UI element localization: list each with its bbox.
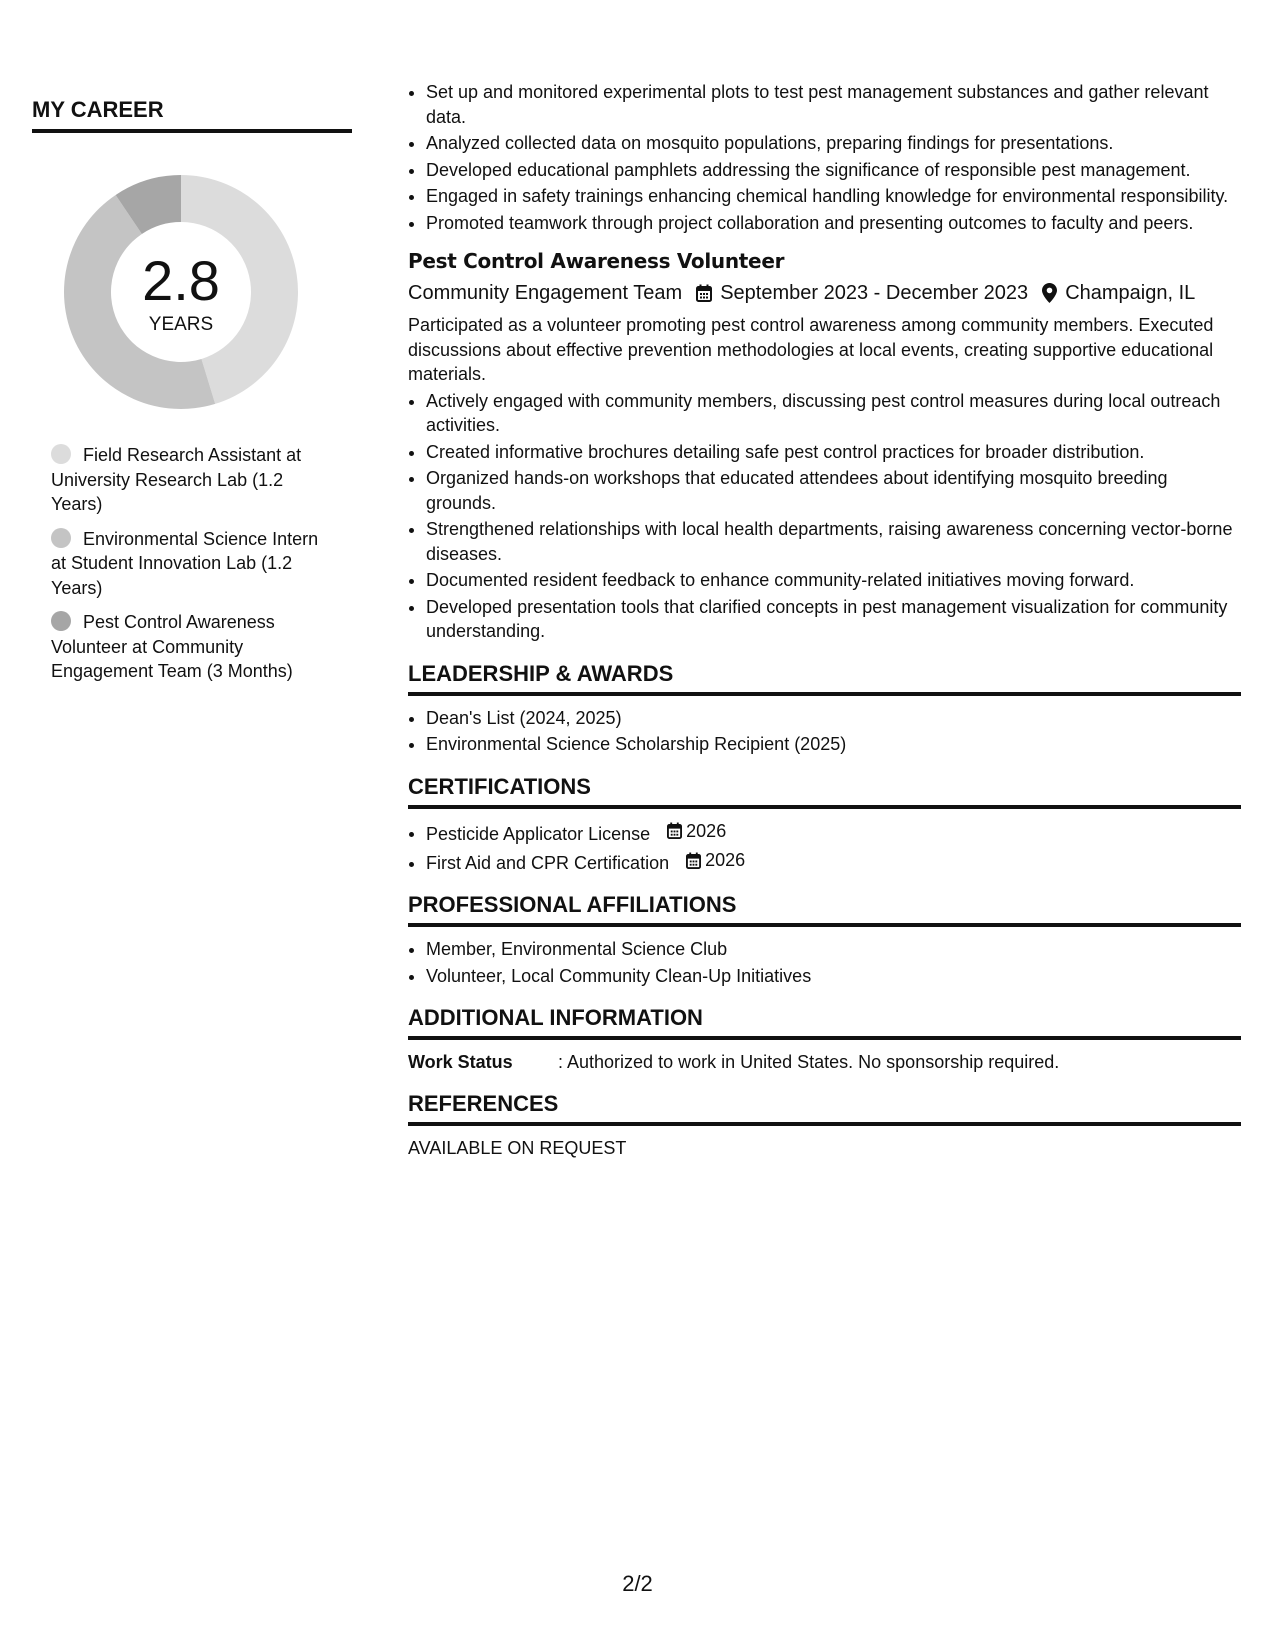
legend-label: Field Research Assistant at University Research Lab (1.2 Years) xyxy=(51,445,302,514)
legend-item xyxy=(51,443,321,517)
leadership-heading: LEADERSHIP & AWARDS xyxy=(408,660,1241,696)
list-item: • Developed presentation tools that clarified concepts in pest management visualization for community understanding. xyxy=(426,595,1241,644)
main-content xyxy=(408,80,1241,1160)
legend-label: Pest Control Awareness Volunteer at Community Engagement Team (3 Months) xyxy=(51,612,293,681)
calendar-icon xyxy=(667,822,682,839)
list-item: • Documented resident feedback to enhance community-related initiatives moving forward. xyxy=(426,568,1241,593)
list-item: • Organized hands-on workshops that educated attendees about identifying mosquito breeding grounds. xyxy=(426,466,1241,515)
list-item: • Analyzed collected data on mosquito populations, preparing findings for presentations. xyxy=(426,131,1241,156)
certification-year: 2026 xyxy=(686,820,727,841)
job-bullets xyxy=(408,389,1241,644)
job-company: Community Engagement Team xyxy=(408,282,683,304)
total-years-value: 2.8 xyxy=(142,249,220,312)
legend-item xyxy=(51,527,321,601)
list-item: • Created informative brochures detailing safe pest control practices for broader distribution. xyxy=(426,440,1241,465)
list-item: • Member, Environmental Science Club xyxy=(426,937,1241,962)
legend-label: Environmental Science Intern at Student Innovation Lab (1.2 Years) xyxy=(51,528,319,598)
certification-name: Pesticide Applicator License xyxy=(426,823,651,844)
affiliations-list xyxy=(408,937,1241,988)
previous-job-bullets xyxy=(408,80,1241,235)
references-heading: REFERENCES xyxy=(408,1090,1241,1126)
list-item xyxy=(426,848,1241,875)
leadership-list xyxy=(408,706,1241,757)
list-item xyxy=(426,819,1241,846)
donut-center xyxy=(56,167,306,417)
certifications-list xyxy=(408,819,1241,876)
work-status-label: Work Status xyxy=(408,1052,513,1072)
job-meta xyxy=(408,279,1241,307)
work-status-value: : Authorized to work in United States. No sponsorship required. xyxy=(558,1052,1060,1072)
list-item: • Engaged in safety trainings enhancing chemical handling knowledge for environmental responsibility. xyxy=(426,184,1241,209)
job-dates: September 2023 - December 2023 xyxy=(720,282,1029,304)
list-item: • Actively engaged with community members, discussing pest control measures during local outreach activities. xyxy=(426,389,1241,438)
work-status-row xyxy=(408,1050,1241,1074)
certifications-heading: CERTIFICATIONS xyxy=(408,773,1241,809)
references-text: AVAILABLE ON REQUEST xyxy=(408,1138,627,1158)
additional-info-heading: ADDITIONAL INFORMATION xyxy=(408,1004,1241,1040)
map-pin-icon xyxy=(1042,283,1057,303)
job-title: Pest Control Awareness Volunteer xyxy=(408,249,785,273)
calendar-icon xyxy=(696,284,712,302)
certification-name: First Aid and CPR Certification xyxy=(426,852,670,873)
legend-dot xyxy=(51,444,71,464)
list-item: • Volunteer, Local Community Clean-Up Initiatives xyxy=(426,964,1241,989)
list-item: • Set up and monitored experimental plots to test pest management substances and gather relevant data. xyxy=(426,80,1241,129)
career-sidebar xyxy=(32,96,352,694)
certification-year-wrap xyxy=(667,819,726,844)
list-item: • Environmental Science Scholarship Recipient (2025) xyxy=(426,732,1241,757)
certification-year: 2026 xyxy=(705,849,746,870)
legend-item xyxy=(51,610,321,684)
list-item: • Promoted teamwork through project collaboration and presenting outcomes to faculty and peers. xyxy=(426,211,1241,236)
job-description: Participated as a volunteer promoting pest control awareness among community members. Executed discussions about effective prevention methodologies at local events, creating supportive educational materials. xyxy=(408,315,1214,384)
job-location: Champaign, IL xyxy=(1065,282,1196,304)
page-number: 2/2 xyxy=(622,1571,653,1596)
list-item: • Strengthened relationships with local health departments, raising awareness concerning vector-borne diseases. xyxy=(426,517,1241,566)
affiliations-heading: PROFESSIONAL AFFILIATIONS xyxy=(408,891,1241,927)
certification-year-wrap xyxy=(686,848,745,873)
legend-dot xyxy=(51,611,71,631)
career-legend xyxy=(51,443,321,684)
career-donut-chart xyxy=(56,167,306,417)
list-item: • Dean's List (2024, 2025) xyxy=(426,706,1241,731)
total-years-unit: YEARS xyxy=(148,314,214,335)
legend-dot xyxy=(51,528,71,548)
calendar-icon xyxy=(686,852,701,869)
list-item: • Developed educational pamphlets addressing the significance of responsible pest management. xyxy=(426,158,1241,183)
career-title: MY CAREER xyxy=(32,96,352,133)
